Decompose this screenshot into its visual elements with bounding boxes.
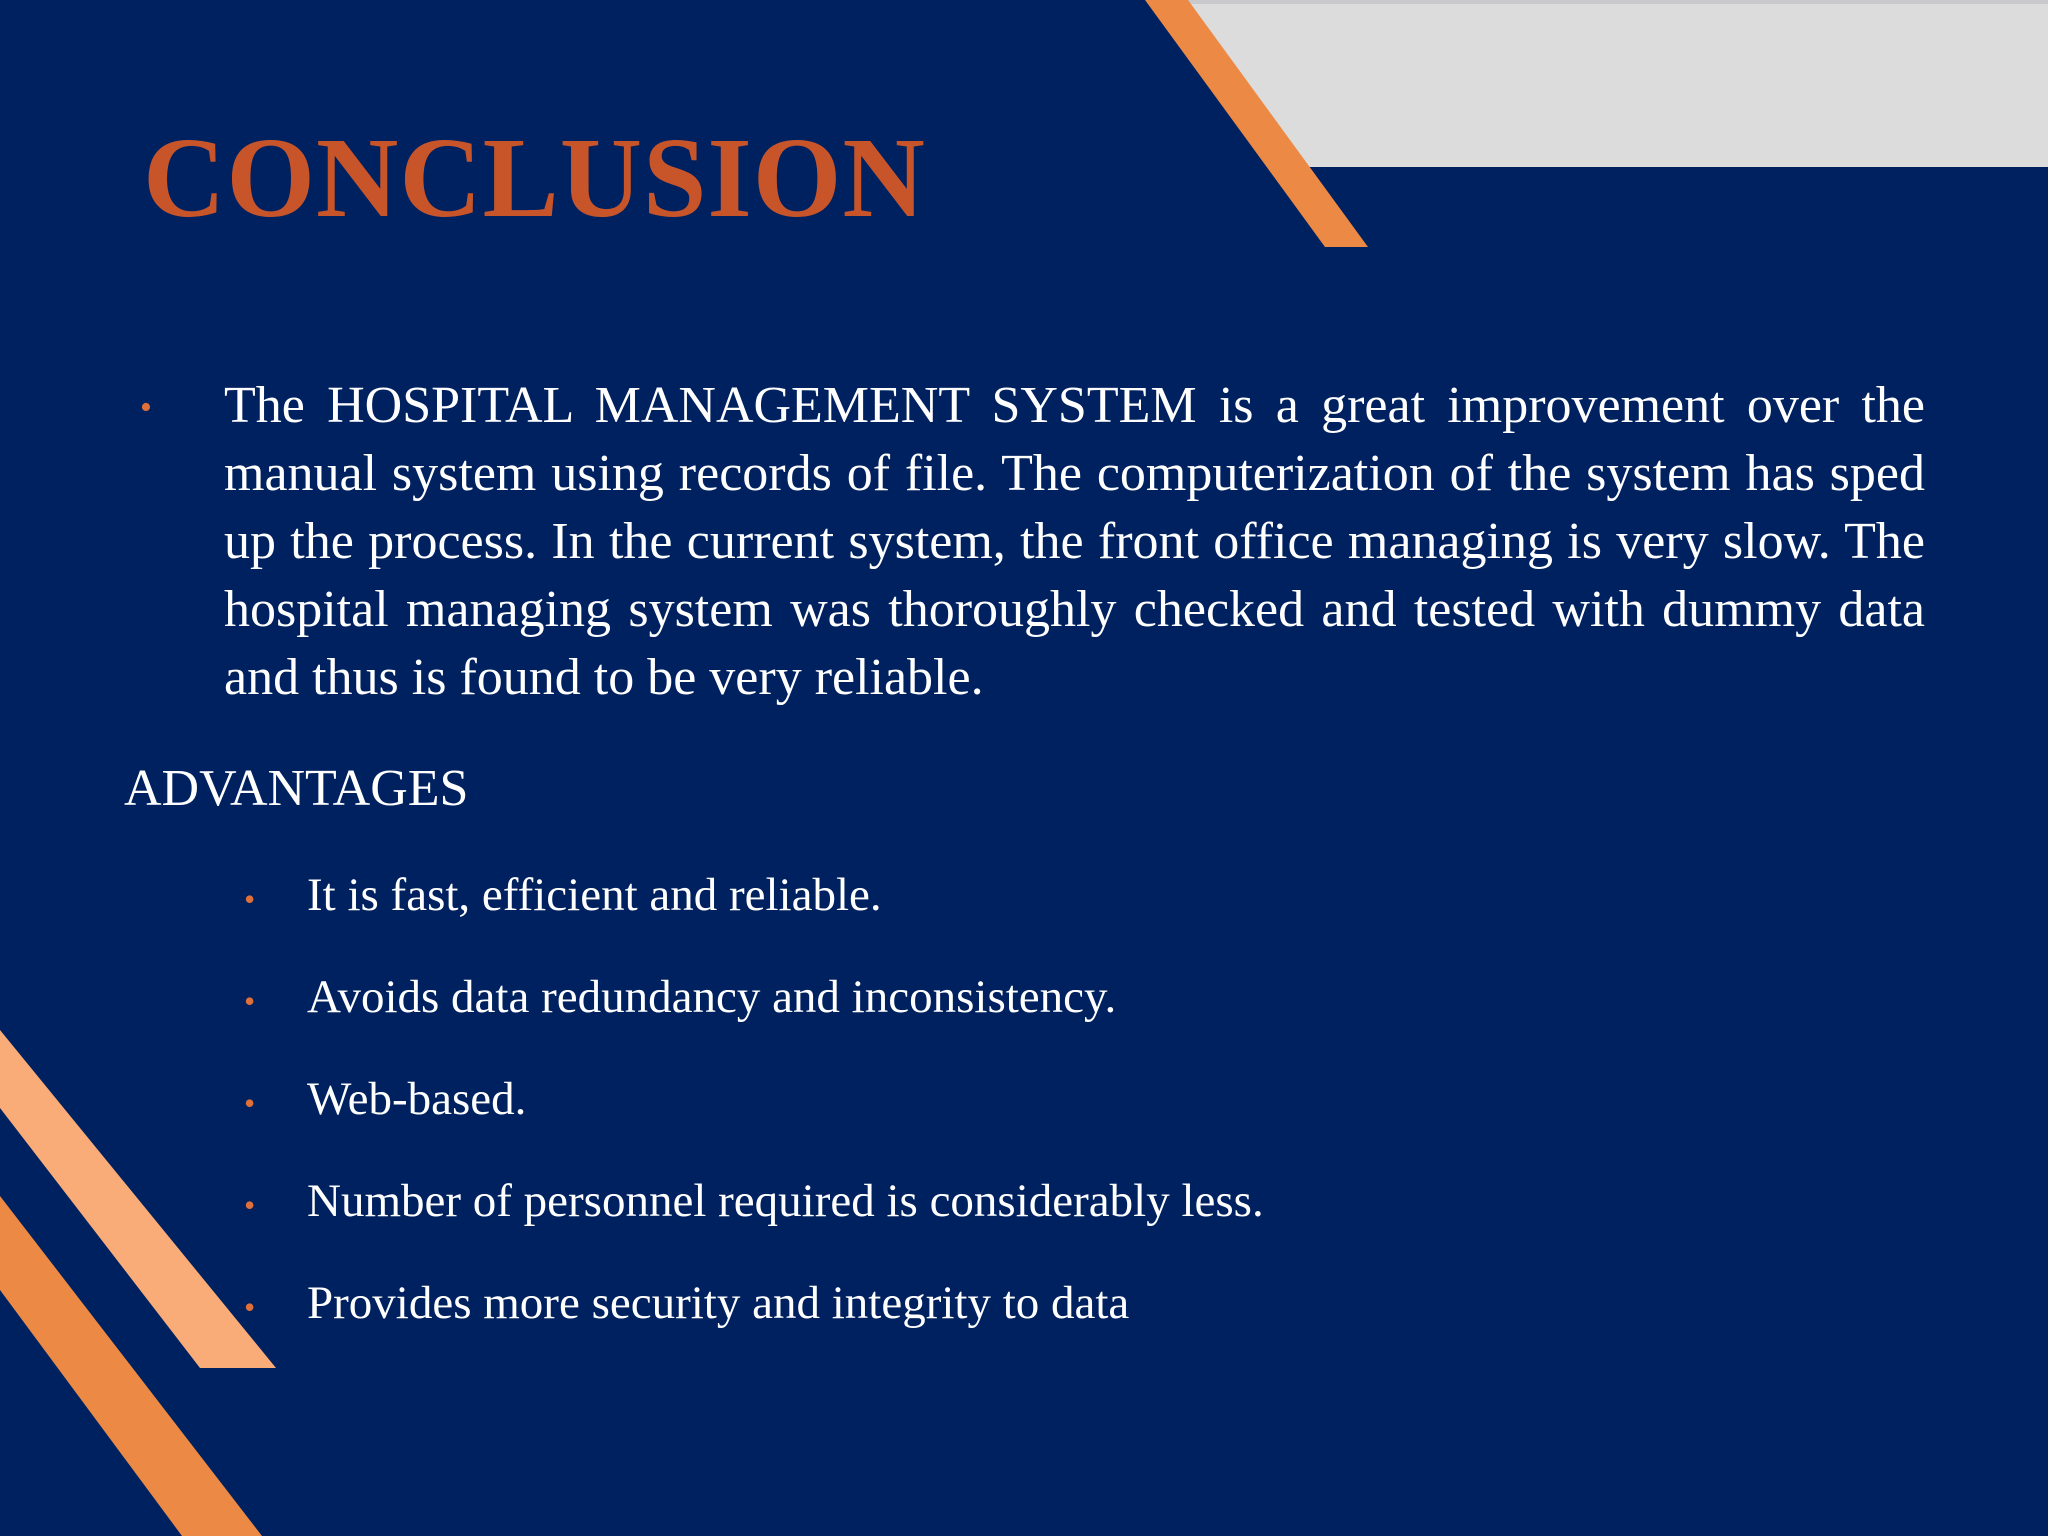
intro-bullet-glyph: •	[140, 389, 152, 426]
top-right-gray-edge	[1188, 0, 2048, 4]
advantage-item	[244, 861, 1264, 963]
bullet-glyph: •	[244, 983, 256, 1019]
advantages-heading: ADVANTAGES	[124, 760, 469, 817]
bullet-glyph: •	[244, 1085, 256, 1121]
bullet-glyph: •	[244, 1289, 256, 1325]
slide-title: CONCLUSION	[143, 114, 926, 241]
advantage-text: Number of personnel required is considerably less.	[307, 1175, 1264, 1227]
advantage-text: Provides more security and integrity to data	[307, 1277, 1130, 1329]
bullet-glyph: •	[244, 1187, 256, 1223]
advantage-item	[244, 1167, 1264, 1269]
advantages-list	[244, 861, 1264, 1371]
advantage-text: Avoids data redundancy and inconsistency.	[307, 971, 1117, 1023]
intro-paragraph: The HOSPITAL MANAGEMENT SYSTEM is a great improvement over the manual system using records of file. The computerization of the system has sped up the process. In the current system, the front office managing is very slow. The hospital managing system was thoroughly checked and tested with dummy data and thus is found to be very reliable.	[224, 377, 1925, 706]
advantage-text: Web-based.	[307, 1073, 527, 1125]
top-right-gray-panel	[1188, 0, 2048, 167]
advantage-item	[244, 1065, 1264, 1167]
intro-bullet-item	[140, 372, 1925, 712]
bullet-glyph: •	[244, 881, 256, 917]
advantage-text: It is fast, efficient and reliable.	[307, 869, 882, 921]
advantage-item	[244, 963, 1264, 1065]
advantage-item	[244, 1269, 1264, 1371]
